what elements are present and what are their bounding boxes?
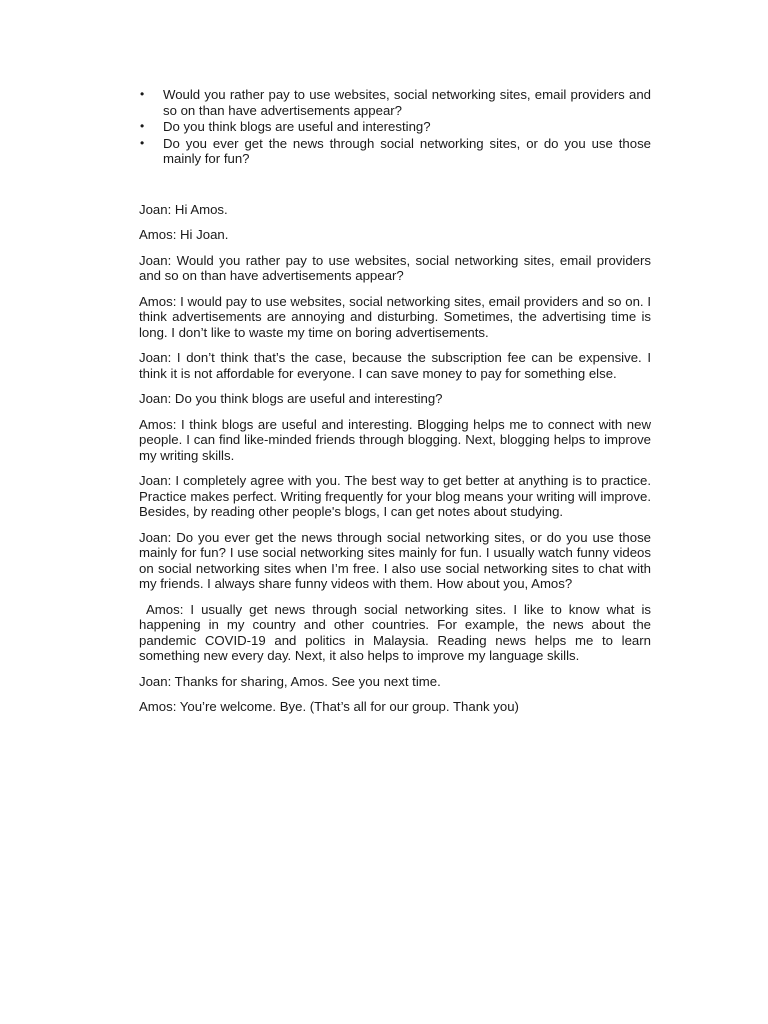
question-text: Would you rather pay to use websites, social networking sites, email providers and so on than have advertisements appear?	[163, 87, 651, 118]
dialogue-line: Joan: I don’t think that’s the case, because the subscription fee can be expensive. I think it is not affordable for everyone. I can save money to pay for something else.	[139, 350, 651, 381]
dialogue-section	[139, 201, 655, 715]
question-item	[139, 87, 651, 118]
question-item	[139, 119, 651, 135]
document-page	[139, 87, 655, 725]
dialogue-line: Joan: Do you ever get the news through social networking sites, or do you use those mainly for fun? I use social networking sites mainly for fun. I usually watch funny videos on social networking sites when I’m free. I also use social networking sites to chat with my friends. I always share funny videos with them. How about you, Amos?	[139, 529, 651, 591]
bullet-icon: •	[140, 135, 145, 150]
dialogue-line: Amos: You’re welcome. Bye. (That’s all for our group. Thank you)	[139, 699, 519, 714]
question-item	[139, 136, 651, 167]
dialogue-line: Amos: Hi Joan.	[139, 227, 229, 242]
question-list	[139, 87, 651, 167]
dialogue-line: Amos: I would pay to use websites, social networking sites, email providers and so on. I think advertisements are annoying and disturbing. Sometimes, the advertising time is long. I don’t like to waste my time on boring advertisements.	[139, 293, 651, 340]
dialogue-line: Joan: I completely agree with you. The best way to get better at anything is to practice. Practice makes perfect. Writing frequently for your blog means your writing will improve. Besides, by reading other people's blogs, I can get notes about studying.	[139, 473, 651, 519]
dialogue-line: Amos: I usually get news through social networking sites. I like to know what is happening in my country and other countries. For example, the news about the pandemic COVID-19 and politics in Malaysia. Reading news helps me to learn something new every day. Next, it also helps to improve my language skills.	[139, 601, 655, 663]
bullet-icon: •	[140, 119, 145, 133]
question-text: Do you ever get the news through social networking sites, or do you use those mainly for fun?	[163, 135, 651, 166]
question-text: Do you think blogs are useful and interesting?	[163, 119, 431, 134]
dialogue-line: Joan: Thanks for sharing, Amos. See you next time.	[139, 673, 441, 689]
dialogue-line: Joan: Do you think blogs are useful and interesting?	[139, 391, 443, 406]
dialogue-line: Joan: Hi Amos.	[139, 201, 228, 217]
dialogue-line: Amos: I think blogs are useful and interesting. Blogging helps me to connect with new people. I can find like-minded friends through blogging. Next, blogging helps to improve my writing skills.	[139, 416, 651, 463]
bullet-icon: •	[140, 87, 145, 101]
dialogue-line: Joan: Would you rather pay to use websites, social networking sites, email providers and so on than have advertisements appear?	[139, 252, 651, 283]
